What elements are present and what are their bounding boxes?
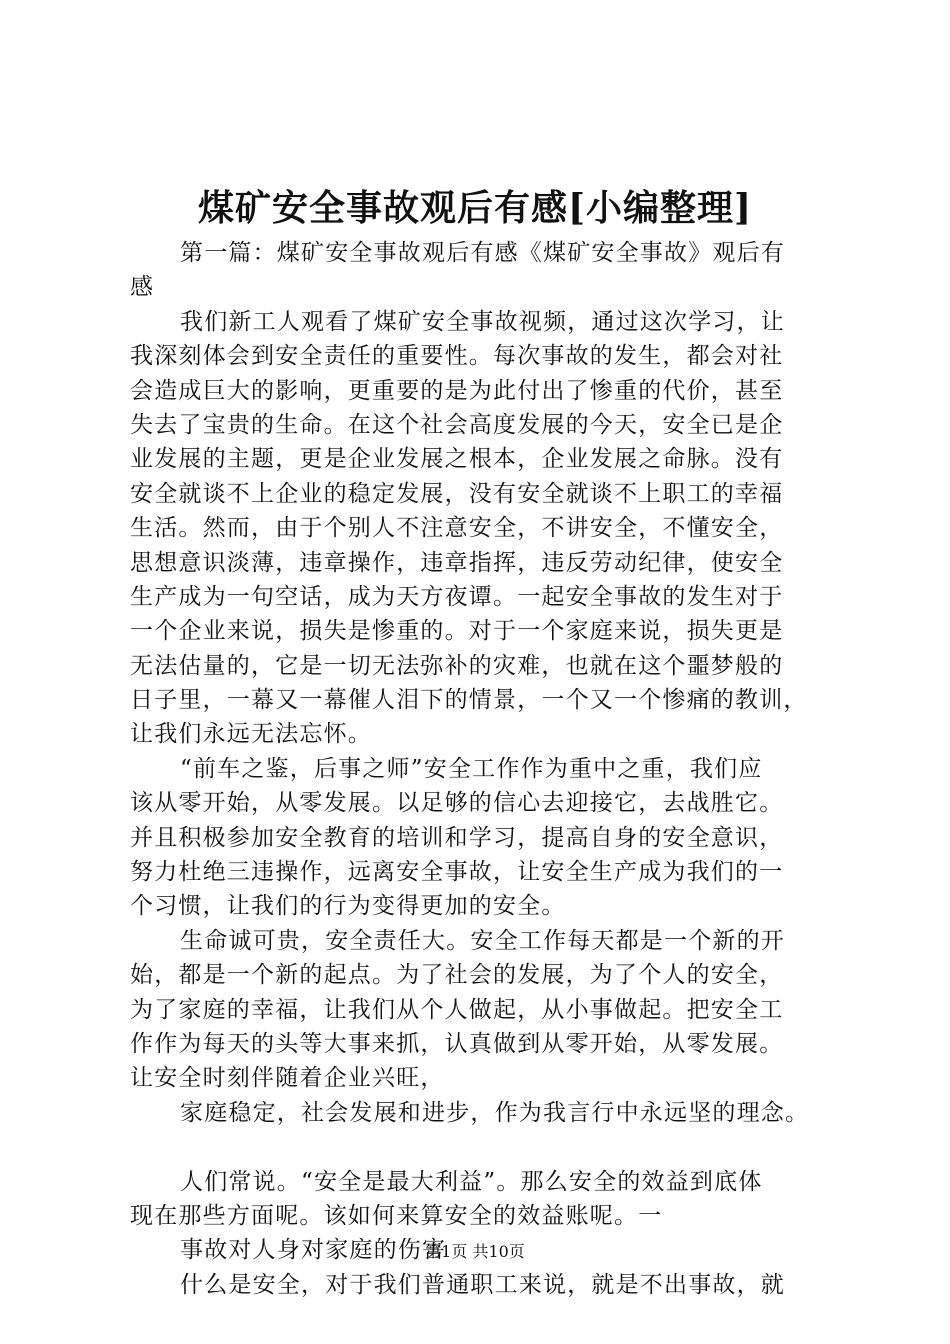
body-line: 感	[130, 274, 155, 301]
body-line: 为了家庭的幸福，让我们从个人做起，从小事做起。把安全工	[130, 996, 784, 1023]
body-line: 我们新工人观看了煤矿安全事故视频，通过这次学习，让	[180, 308, 785, 335]
body-line: 家庭稳定，社会发展和进步，作为我言行中永远坚的理念。	[180, 1099, 810, 1126]
body-line: 失去了宝贵的生命。在这个社会高度发展的今天，安全已是企	[130, 411, 784, 438]
document-body	[130, 236, 830, 1302]
body-line: 会造成巨大的影响，更重要的是为此付出了惨重的代价，甚至	[130, 377, 784, 404]
body-line: 现在那些方面呢。该如何来算安全的效益账呢。一	[130, 1202, 663, 1229]
body-line: 作作为每天的头等大事来抓，认真做到从零开始，从零发展。	[130, 1030, 784, 1057]
body-line: 什么是安全，对于我们普通职工来说，就是不出事故，就	[180, 1271, 785, 1298]
body-line: 该从零开始，从零发展。以足够的信心去迎接它，去战胜它。	[130, 790, 784, 817]
body-line: 我深刻体会到安全责任的重要性。每次事故的发生，都会对社	[130, 343, 784, 370]
page-footer: 第1页 共10页	[425, 1242, 525, 1261]
body-line: 努力杜绝三违操作，远离安全事故，让安全生产成为我们的一	[130, 859, 784, 886]
body-line: 一个企业来说，损失是惨重的。对于一个家庭来说，损失更是	[130, 618, 784, 645]
document-title: 煤矿安全事故观后有感[小编整理]	[197, 187, 753, 229]
body-line: 生命诚可贵，安全责任大。安全工作每天都是一个新的开	[180, 927, 785, 954]
body-line: 无法估量的，它是一切无法弥补的灾难，也就在这个噩梦般的	[130, 652, 784, 679]
body-line: 个习惯，让我们的行为变得更加的安全。	[130, 893, 566, 920]
body-line: 生活。然而，由于个别人不注意安全，不讲安全，不懂安全，	[130, 515, 784, 542]
body-line: 业发展的主题，更是企业发展之根本，企业发展之命脉。没有	[130, 446, 784, 473]
body-line: 生产成为一句空话，成为天方夜谭。一起安全事故的发生对于	[130, 583, 784, 610]
body-line: 人们常说。“安全是最大利益”。那么安全的效益到底体	[180, 1168, 763, 1195]
body-line: 并且积极参加安全教育的培训和学习，提高自身的安全意识，	[130, 824, 784, 851]
body-line: 安全就谈不上企业的稳定发展，没有安全就谈不上职工的幸福	[130, 480, 784, 507]
body-line: “前车之鉴，后事之师”安全工作作为重中之重，我们应	[180, 755, 763, 782]
blank-line	[130, 1130, 830, 1164]
body-line: 思想意识淡薄，违章操作，违章指挥，违反劳动纪律，使安全	[130, 549, 784, 576]
body-line: 让我们永远无法忘怀。	[130, 721, 372, 748]
body-line: 让安全时刻伴随着企业兴旺，	[130, 1065, 445, 1092]
section-heading: 事故对人身对家庭的伤害	[180, 1237, 447, 1264]
body-line: 第一篇：煤矿安全事故观后有感《煤矿安全事故》观后有	[180, 240, 785, 266]
body-line: 始，都是一个新的起点。为了社会的发展，为了个人的安全，	[130, 962, 784, 989]
body-line: 日子里，一幕又一幕催人泪下的情景，一个又一个惨痛的教训，	[130, 687, 808, 714]
